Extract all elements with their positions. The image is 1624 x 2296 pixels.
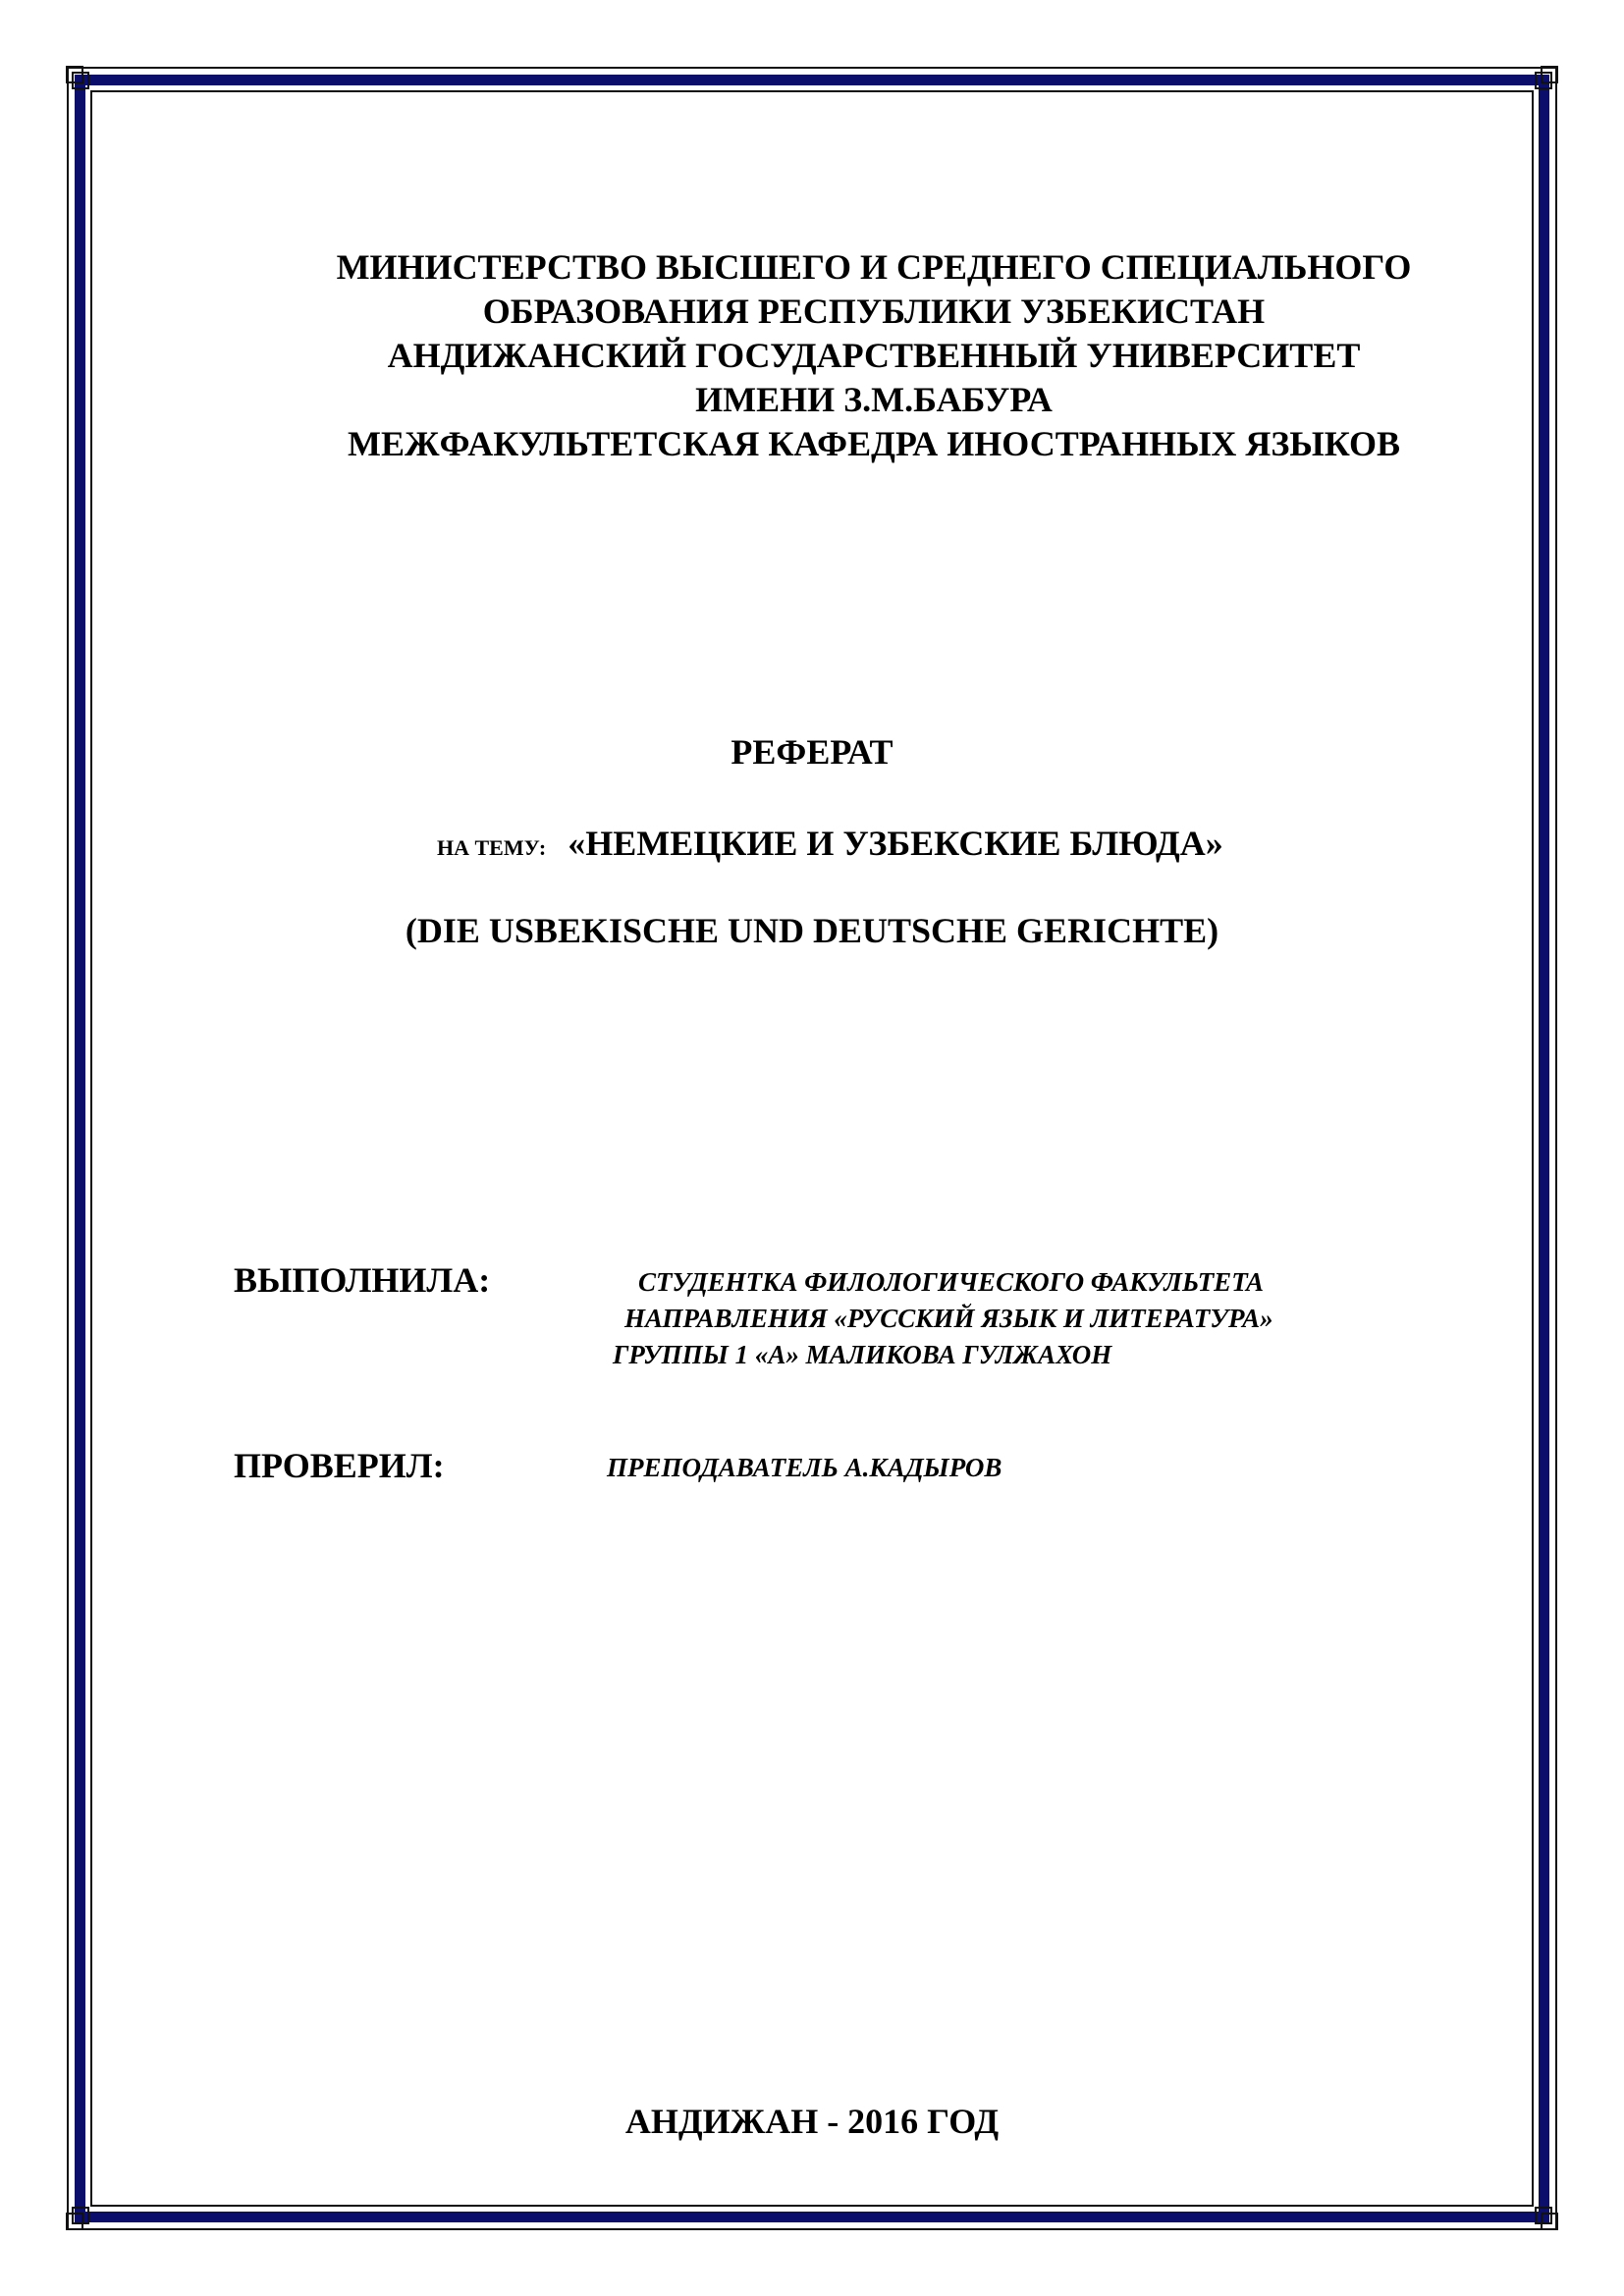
border-corner-ornament-icon: [61, 2196, 100, 2235]
header-line-ministry: МИНИСТЕРСТВО ВЫСШЕГО И СРЕДНЕГО СПЕЦИАЛЬНОГО: [336, 247, 1412, 287]
header-line-university: АНДИЖАНСКИЙ ГОСУДАРСТВЕННЫЙ УНИВЕРСИТЕТ: [387, 336, 1361, 375]
topic-prefix: НА ТЕМУ:: [437, 835, 547, 860]
institution-header: [236, 245, 1512, 466]
author-line-student: СТУДЕНТКА ФИЛОЛОГИЧЕСКОГО ФАКУЛЬТЕТА: [638, 1267, 1264, 1297]
author-label: ВЫПОЛНИЛА:: [234, 1260, 491, 1300]
author-line-direction: НАПРАВЛЕНИЯ «РУССКИЙ ЯЗЫК И ЛИТЕРАТУРА»: [624, 1304, 1273, 1333]
border-corner-ornament-icon: [1524, 61, 1563, 100]
border-corner-ornament-icon: [1524, 2196, 1563, 2235]
topic-line: [437, 823, 1223, 864]
border-corner-ornament-icon: [61, 61, 100, 100]
document-subtitle: (DIE USBEKISCHE UND DEUTSCHE GERICHTE): [405, 911, 1219, 950]
topic-text: «НЕМЕЦКИЕ И УЗБЕКСКИЕ БЛЮДА»: [568, 824, 1223, 863]
reviewer-text: ПРЕПОДАВАТЕЛЬ А.КАДЫРОВ: [607, 1453, 1002, 1482]
reviewer-label: ПРОВЕРИЛ:: [234, 1446, 445, 1485]
author-line-group: ГРУППЫ 1 «А» МАЛИКОВА ГУЛЖАХОН: [613, 1340, 1112, 1369]
document-title: РЕФЕРАТ: [731, 732, 893, 772]
header-line-university-name: ИМЕНИ З.М.БАБУРА: [695, 380, 1053, 419]
city-year-footer: АНДИЖАН - 2016 ГОД: [624, 2102, 1000, 2141]
header-line-department: МЕЖФАКУЛЬТЕТСКАЯ КАФЕДРА ИНОСТРАННЫХ ЯЗЫКОВ: [347, 424, 1401, 463]
header-line-education: ОБРАЗОВАНИЯ РЕСПУБЛИКИ УЗБЕКИСТАН: [482, 292, 1266, 331]
